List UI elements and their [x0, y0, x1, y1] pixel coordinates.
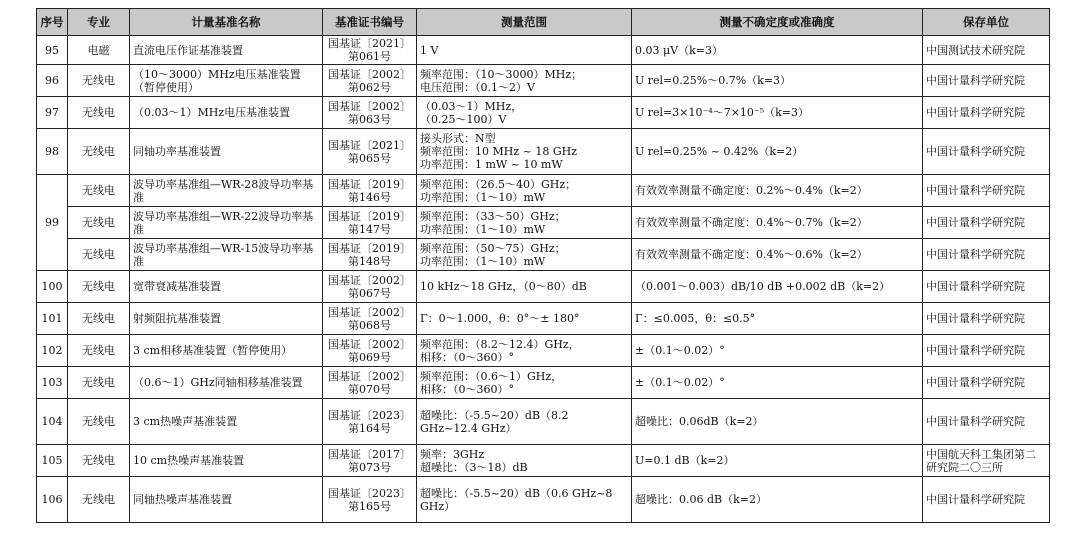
table-row [37, 477, 1050, 523]
cell-no: 102 [37, 335, 68, 367]
cell-range: 超噪比：（-5.5~20）dB（0.6 GHz~8 GHz） [417, 477, 632, 523]
cell-cert: 国基证〔2002〕 第068号 [323, 303, 417, 335]
cell-unit: 中国计量科学研究院 [923, 335, 1050, 367]
cell-name: 3 cm相移基准装置（暂停使用） [130, 335, 323, 367]
table-row [37, 175, 1050, 207]
table-row [37, 445, 1050, 477]
table-row [37, 239, 1050, 271]
cell-no: 105 [37, 445, 68, 477]
cell-cert: 国基证〔2021〕 第065号 [323, 129, 417, 175]
cell-cert: 国基证〔2021〕 第061号 [323, 36, 417, 65]
cell-unit: 中国计量科学研究院 [923, 303, 1050, 335]
cell-uncertainty: U rel=0.25%～0.7%（k=3） [632, 65, 923, 97]
header-row [37, 9, 1050, 36]
cell-unit: 中国计量科学研究院 [923, 477, 1050, 523]
cell-field: 电磁 [68, 36, 130, 65]
header-field: 专业 [68, 9, 130, 36]
cell-name: 同轴热噪声基准装置 [130, 477, 323, 523]
cell-range: 频率范围：（0.6～1）GHz， 相移：（0～360）° [417, 367, 632, 399]
cell-unit: 中国计量科学研究院 [923, 175, 1050, 207]
cell-no: 101 [37, 303, 68, 335]
cell-no: 98 [37, 129, 68, 175]
cell-field: 无线电 [68, 129, 130, 175]
cell-field: 无线电 [68, 335, 130, 367]
header-unit: 保存单位 [923, 9, 1050, 36]
cell-field: 无线电 [68, 271, 130, 303]
table-row [37, 36, 1050, 65]
cell-field: 无线电 [68, 207, 130, 239]
cell-range: 1 V [417, 36, 632, 65]
cell-uncertainty: （0.001～0.003）dB/10 dB +0.002 dB（k=2） [632, 271, 923, 303]
cell-uncertainty: Γ：≤0.005，θ：≤0.5° [632, 303, 923, 335]
cell-unit: 中国航天科工集团第二研究院二〇三所 [923, 445, 1050, 477]
table-row [37, 303, 1050, 335]
header-cert: 基准证书编号 [323, 9, 417, 36]
cell-name: 10 cm热噪声基准装置 [130, 445, 323, 477]
cell-name: 波导功率基准组—WR-15波导功率基准 [130, 239, 323, 271]
table-row [37, 207, 1050, 239]
cell-unit: 中国计量科学研究院 [923, 239, 1050, 271]
cell-unit: 中国测试技术研究院 [923, 36, 1050, 65]
cell-cert: 国基证〔2002〕 第070号 [323, 367, 417, 399]
cell-field: 无线电 [68, 175, 130, 207]
cell-name: 同轴功率基准装置 [130, 129, 323, 175]
cell-cert: 国基证〔2002〕 第062号 [323, 65, 417, 97]
cell-name: 宽带衰减基准装置 [130, 271, 323, 303]
cell-cert: 国基证〔2019〕 第146号 [323, 175, 417, 207]
cell-name: （0.6～1）GHz同轴相移基准装置 [130, 367, 323, 399]
cell-uncertainty: U rel=3×10⁻⁴～7×10⁻⁵（k=3） [632, 97, 923, 129]
cell-cert: 国基证〔2019〕 第147号 [323, 207, 417, 239]
cell-field: 无线电 [68, 445, 130, 477]
cell-unit: 中国计量科学研究院 [923, 399, 1050, 445]
cell-name: 射频阻抗基准装置 [130, 303, 323, 335]
cell-unit: 中国计量科学研究院 [923, 207, 1050, 239]
header-range: 测量范围 [417, 9, 632, 36]
cell-range: 10 kHz～18 GHz，（0～80）dB [417, 271, 632, 303]
table-row [37, 65, 1050, 97]
cell-uncertainty: ±（0.1～0.02）° [632, 335, 923, 367]
cell-name: 波导功率基准组—WR-28波导功率基准 [130, 175, 323, 207]
cell-uncertainty: U=0.1 dB（k=2） [632, 445, 923, 477]
cell-name: （10～3000）MHz电压基准装置（暂停使用） [130, 65, 323, 97]
cell-unit: 中国计量科学研究院 [923, 367, 1050, 399]
cell-range: 超噪比：（-5.5~20）dB（8.2 GHz~12.4 GHz） [417, 399, 632, 445]
cell-no: 106 [37, 477, 68, 523]
cell-range: 频率范围：（8.2～12.4）GHz， 相移：（0～360）° [417, 335, 632, 367]
cell-name: 直流电压作证基准装置 [130, 36, 323, 65]
cell-cert: 国基证〔2002〕 第067号 [323, 271, 417, 303]
cell-cert: 国基证〔2019〕 第148号 [323, 239, 417, 271]
cell-name: 3 cm热噪声基准装置 [130, 399, 323, 445]
cell-no: 100 [37, 271, 68, 303]
cell-uncertainty: 超噪比：0.06dB（k=2） [632, 399, 923, 445]
cell-uncertainty: 有效效率测量不确定度：0.4%～0.6%（k=2） [632, 239, 923, 271]
table-row [37, 367, 1050, 399]
cell-range: 频率范围：（50～75）GHz； 功率范围：（1～10）mW [417, 239, 632, 271]
cell-no: 96 [37, 65, 68, 97]
cell-cert: 国基证〔2002〕 第069号 [323, 335, 417, 367]
cell-cert: 国基证〔2023〕 第165号 [323, 477, 417, 523]
cell-range: 接头形式：N型 频率范围：10 MHz ~ 18 GHz 功率范围：1 mW ~ 10 mW [417, 129, 632, 175]
cell-field: 无线电 [68, 367, 130, 399]
cell-range: Γ：0～1.000，θ：0°～± 180° [417, 303, 632, 335]
cell-name: （0.03～1）MHz电压基准装置 [130, 97, 323, 129]
cell-cert: 国基证〔2023〕 第164号 [323, 399, 417, 445]
header-no: 序号 [37, 9, 68, 36]
cell-field: 无线电 [68, 399, 130, 445]
cell-no: 103 [37, 367, 68, 399]
cell-unit: 中国计量科学研究院 [923, 271, 1050, 303]
table-row [37, 399, 1050, 445]
standards-table [36, 8, 1050, 523]
cell-field: 无线电 [68, 239, 130, 271]
cell-range: 频率范围：（10～3000）MHz； 电压范围：（0.1～2）V [417, 65, 632, 97]
cell-range: 频率：3GHz 超噪比：（3～18）dB [417, 445, 632, 477]
cell-unit: 中国计量科学研究院 [923, 97, 1050, 129]
cell-field: 无线电 [68, 65, 130, 97]
cell-cert: 国基证〔2002〕 第063号 [323, 97, 417, 129]
cell-range: （0.03～1）MHz， （0.25～100）V [417, 97, 632, 129]
cell-field: 无线电 [68, 477, 130, 523]
cell-no: 104 [37, 399, 68, 445]
table-row [37, 271, 1050, 303]
cell-uncertainty: 有效效率测量不确定度：0.2%～0.4%（k=2） [632, 175, 923, 207]
cell-uncertainty: 超噪比：0.06 dB（k=2） [632, 477, 923, 523]
cell-range: 频率范围：（33～50）GHz； 功率范围：（1～10）mW [417, 207, 632, 239]
cell-no: 99 [37, 175, 68, 271]
cell-uncertainty: U rel=0.25% ~ 0.42%（k=2） [632, 129, 923, 175]
cell-uncertainty: 有效效率测量不确定度：0.4%～0.7%（k=2） [632, 207, 923, 239]
cell-uncertainty: 0.03 μV（k=3） [632, 36, 923, 65]
cell-uncertainty: ±（0.1～0.02）° [632, 367, 923, 399]
cell-no: 97 [37, 97, 68, 129]
cell-range: 频率范围：（26.5～40）GHz； 功率范围：（1～10）mW [417, 175, 632, 207]
table-row [37, 335, 1050, 367]
cell-unit: 中国计量科学研究院 [923, 129, 1050, 175]
cell-no: 95 [37, 36, 68, 65]
table-row [37, 97, 1050, 129]
table-row [37, 129, 1050, 175]
cell-field: 无线电 [68, 97, 130, 129]
header-name: 计量基准名称 [130, 9, 323, 36]
header-uncertainty: 测量不确定度或准确度 [632, 9, 923, 36]
cell-cert: 国基证〔2017〕 第073号 [323, 445, 417, 477]
cell-name: 波导功率基准组—WR-22波导功率基准 [130, 207, 323, 239]
cell-field: 无线电 [68, 303, 130, 335]
cell-unit: 中国计量科学研究院 [923, 65, 1050, 97]
